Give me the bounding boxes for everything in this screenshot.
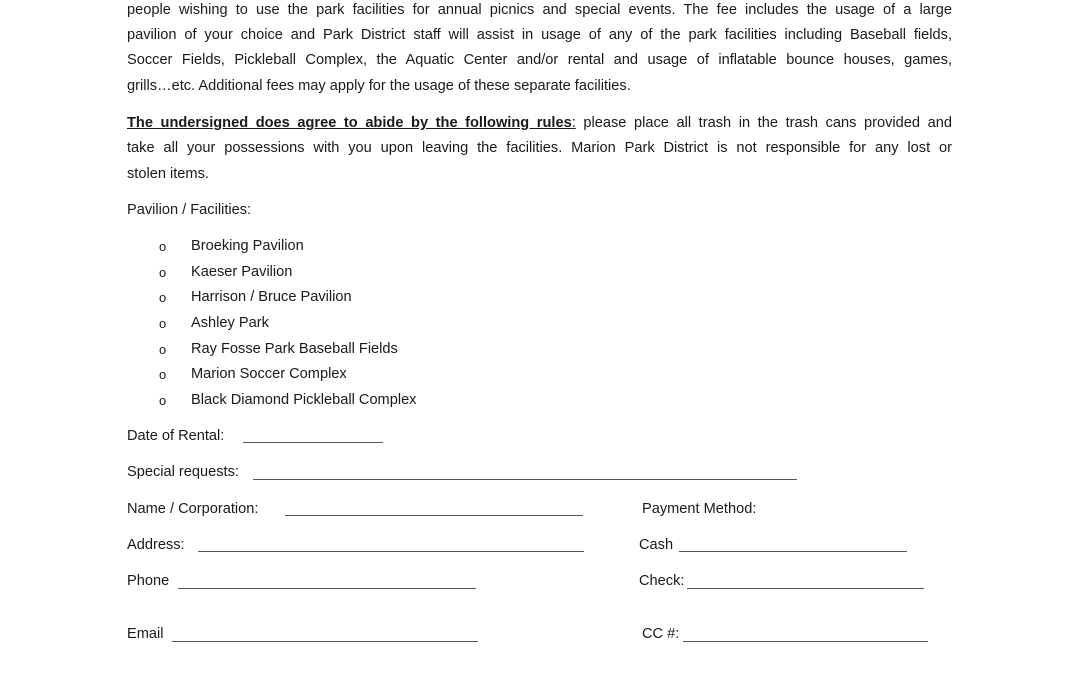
- rules-line-1-rest: please place all trash in the trash cans provided and: [583, 115, 952, 131]
- bullet-circle-icon: o: [159, 265, 167, 280]
- bullet-circle-icon: o: [159, 239, 167, 254]
- special-requests-blank[interactable]: [253, 479, 797, 480]
- address-blank[interactable]: [198, 551, 584, 552]
- facility-item: Black Diamond Pickleball Complex: [191, 392, 417, 408]
- bullet-circle-icon: o: [159, 342, 167, 357]
- rules-line-1: [127, 111, 952, 136]
- cash-label: Cash: [639, 537, 674, 553]
- name-corporation-blank[interactable]: [285, 515, 583, 516]
- cc-label: CC #:: [642, 626, 680, 642]
- name-corporation-label: Name / Corporation:: [127, 501, 259, 517]
- bullet-circle-icon: o: [159, 393, 167, 408]
- facility-item: Marion Soccer Complex: [191, 366, 347, 382]
- email-label: Email: [127, 626, 164, 642]
- rules-heading-colon: :: [571, 115, 576, 131]
- intro-line: Soccer Fields, Pickleball Complex, the Aquatic Center and/or rental and usage of inflatable bounce houses, games,: [127, 52, 952, 68]
- facility-item: Harrison / Bruce Pavilion: [191, 289, 352, 305]
- rules-heading: The undersigned does agree to abide by the following rules: [127, 115, 572, 131]
- phone-blank[interactable]: [178, 588, 476, 589]
- cash-blank[interactable]: [679, 551, 907, 552]
- email-blank[interactable]: [172, 641, 478, 642]
- special-requests-label: Special requests:: [127, 464, 239, 480]
- intro-line: pavilion of your choice and Park District staff will assist in usage of any of the park facilities including Baseball fields,: [127, 27, 952, 43]
- check-blank[interactable]: [687, 588, 924, 589]
- facilities-label: Pavilion / Facilities:: [127, 202, 252, 218]
- facility-item: Ray Fosse Park Baseball Fields: [191, 341, 398, 357]
- cc-blank[interactable]: [683, 641, 928, 642]
- bullet-circle-icon: o: [159, 367, 167, 382]
- rules-line-2: take all your possessions with you upon leaving the facilities. Marion Park District is not responsible for any lost or: [127, 140, 952, 156]
- address-label: Address:: [127, 537, 185, 553]
- facility-item: Broeking Pavilion: [191, 238, 304, 254]
- facility-item: Kaeser Pavilion: [191, 264, 293, 280]
- date-of-rental-label: Date of Rental:: [127, 428, 225, 444]
- intro-line: people wishing to use the park facilities for annual picnics and special events. The fee includes the usage of a large: [127, 2, 952, 18]
- phone-label: Phone: [127, 573, 170, 589]
- bullet-circle-icon: o: [159, 316, 167, 331]
- payment-method-label: Payment Method:: [642, 501, 757, 517]
- bullet-circle-icon: o: [159, 290, 167, 305]
- facility-item: Ashley Park: [191, 315, 269, 331]
- intro-line: grills…etc. Additional fees may apply for the usage of these separate facilities.: [127, 78, 631, 94]
- rules-line-3: stolen items.: [127, 166, 209, 182]
- date-of-rental-blank[interactable]: [243, 442, 383, 443]
- check-label: Check:: [639, 573, 685, 589]
